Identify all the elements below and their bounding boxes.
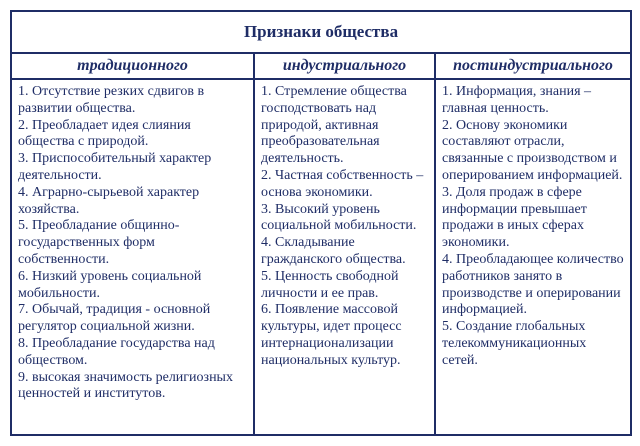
list-item: 5. Преобладание общинно-государственных форм собственности. [18,218,180,267]
column-body-postindustrial [435,79,631,435]
industrial-features-list [261,84,428,370]
list-item: 3. Доля продаж в сфере информации превышает продажи в иных сферах экономики. [442,184,587,251]
postindustrial-features-list [442,84,624,370]
list-item: 1. Отсутствие резких сдвигов в развитии общества. [18,84,205,116]
column-body-industrial [254,79,435,435]
list-item: 1. Стремление общества господствовать над природой, активная преобразовательная деятельность. [261,84,407,167]
list-item: 4. Преобладающее количество работников занято в производстве и оперировании информацией. [442,251,624,318]
list-item: 6. Появление массовой культуры, идет процесс интернационализации национальных культур. [261,302,402,368]
traditional-features-list [18,84,247,403]
society-features-table [10,10,632,436]
column-header-postindustrial: постиндустриального [435,53,631,79]
list-item: 3. Приспособительный характер деятельности. [18,151,212,183]
list-item: 5. Создание глобальных телекоммуникационных сетей. [442,319,587,368]
column-header-traditional: традиционного [11,53,254,79]
list-item: 9. высокая значимость религиозных ценностей и институтов. [18,369,233,402]
list-item: 8. Преобладание государства над обществом. [18,335,215,368]
list-item: 4. Аграрно-сырьевой характер хозяйства. [18,184,200,217]
column-body-traditional [11,79,254,435]
list-item: 2. Преобладает идея слияния общества с природой. [18,117,191,150]
list-item: 2. Основу экономики составляют отрасли, связанные с производством и оперированием информацией. [442,117,623,183]
list-item: 3. Высокий уровень социальной мобильности. [261,201,417,234]
list-item: 2. Частная собственность – основа экономики. [261,167,424,200]
list-item: 4. Складывание гражданского общества. [261,235,406,267]
list-item: 7. Обычай, традиция - основной регулятор социальной жизни. [18,302,211,335]
list-item: 5. Ценность свободной личности и ее прав. [261,268,399,301]
list-item: 1. Информация, знания – главная ценность. [442,84,592,116]
society-features-table-wrapper [10,10,630,436]
table-title: Признаки общества [11,11,631,53]
column-header-industrial: индустриального [254,53,435,79]
list-item: 6. Низкий уровень социальной мобильности. [18,268,202,301]
